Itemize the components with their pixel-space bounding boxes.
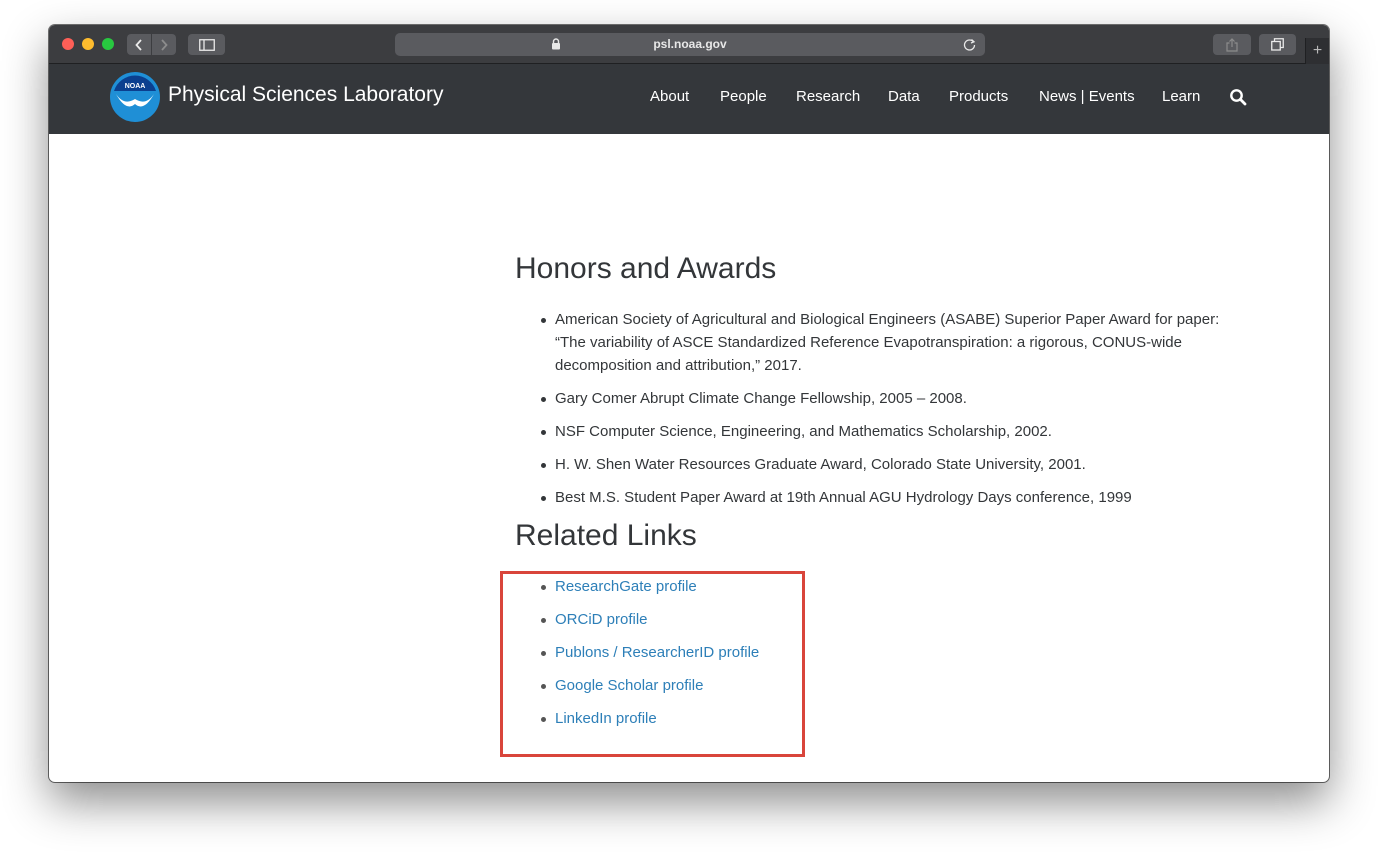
nav-products[interactable]: Products bbox=[949, 88, 1009, 105]
chevron-right-icon bbox=[160, 39, 168, 51]
browser-window bbox=[49, 25, 1329, 782]
orcid-link[interactable]: ORCiD profile bbox=[555, 611, 648, 628]
back-button[interactable] bbox=[127, 34, 151, 55]
linkedin-link[interactable]: LinkedIn profile bbox=[555, 710, 657, 727]
sidebar-icon bbox=[199, 39, 215, 51]
nav-research[interactable]: Research bbox=[796, 88, 861, 105]
browser-titlebar bbox=[49, 25, 1329, 64]
nav-people[interactable]: People bbox=[720, 88, 767, 105]
nav-about[interactable]: About bbox=[650, 88, 690, 105]
related-links-heading: Related Links bbox=[515, 519, 697, 552]
highlight-box bbox=[500, 571, 805, 757]
nav-data[interactable]: Data bbox=[888, 88, 920, 105]
sidebar-toggle-button[interactable] bbox=[188, 34, 225, 55]
search-icon[interactable] bbox=[1229, 88, 1247, 106]
honors-list bbox=[515, 308, 1235, 519]
close-window-button[interactable] bbox=[62, 38, 74, 50]
list-item: NSF Computer Science, Engineering, and Mathematics Scholarship, 2002. bbox=[515, 420, 1235, 443]
google-scholar-link[interactable]: Google Scholar profile bbox=[555, 677, 704, 694]
share-button[interactable] bbox=[1213, 34, 1251, 55]
list-item: Best M.S. Student Paper Award at 19th Annual AGU Hydrology Days conference, 1999 bbox=[515, 486, 1235, 509]
list-item: H. W. Shen Water Resources Graduate Award, Colorado State University, 2001. bbox=[515, 453, 1235, 476]
site-title[interactable]: Physical Sciences Laboratory bbox=[168, 83, 444, 106]
new-tab-button[interactable]: + bbox=[1305, 38, 1329, 64]
list-item: Gary Comer Abrupt Climate Change Fellowship, 2005 – 2008. bbox=[515, 387, 1235, 410]
publons-link[interactable]: Publons / ResearcherID profile bbox=[555, 644, 760, 661]
forward-button[interactable] bbox=[152, 34, 176, 55]
list-item: American Society of Agricultural and Biological Engineers (ASABE) Superior Paper Award for paper: “The variability of ASCE Standardized Reference Evapotranspiration: a rigorous, CONUS-wide decomposition and attribution,” 2017. bbox=[515, 308, 1235, 377]
address-bar[interactable] bbox=[395, 33, 985, 56]
researchgate-link[interactable]: ResearchGate profile bbox=[555, 578, 697, 595]
reload-icon[interactable] bbox=[962, 37, 977, 52]
show-tabs-button[interactable] bbox=[1259, 34, 1296, 55]
zoom-window-button[interactable] bbox=[102, 38, 114, 50]
nav-learn[interactable]: Learn bbox=[1162, 88, 1201, 105]
honors-heading: Honors and Awards bbox=[515, 252, 777, 285]
site-header bbox=[49, 64, 1329, 134]
share-icon bbox=[1226, 38, 1238, 52]
page-content bbox=[49, 134, 1329, 782]
minimize-window-button[interactable] bbox=[82, 38, 94, 50]
logo-text: NOAA bbox=[124, 83, 146, 90]
tabs-icon bbox=[1271, 38, 1284, 51]
nav-news-events[interactable]: News | Events bbox=[1039, 88, 1135, 105]
address-text: psl.noaa.gov bbox=[653, 37, 727, 51]
noaa-logo-icon[interactable] bbox=[110, 72, 160, 122]
chevron-left-icon bbox=[135, 39, 143, 51]
